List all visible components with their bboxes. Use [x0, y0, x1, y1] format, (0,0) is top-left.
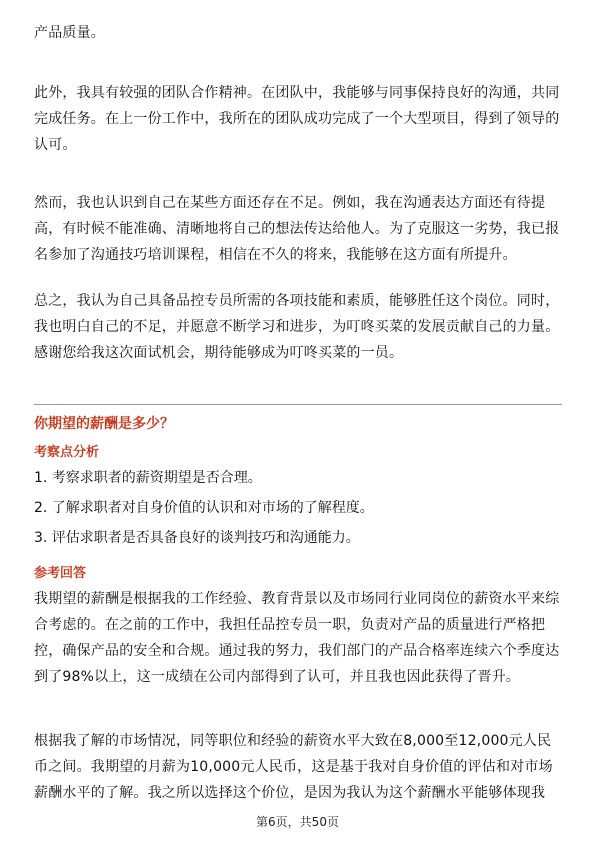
section-divider [34, 404, 562, 405]
page-number: 第6页，共50页 [256, 815, 339, 829]
paragraph-teamwork: 此外，我具有较强的团队合作精神。在团队中，我能够与同事保持良好的沟通，共同完成任务。在上一份工作中，我所在的团队成功完成了一个大型项目，得到了领导的认可。 [34, 85, 560, 153]
answer-heading: 参考回答 [34, 566, 87, 581]
analysis-item: 1. 考察求职者的薪资期望是否合理。 [34, 470, 262, 486]
paragraph-weakness: 然而，我也认识到自己在某些方面还存在不足。例如，我在沟通表达方面还有待提高，有时候不能准确、清晰地将自己的想法传达给他人。为了克服这一劣势，我已报名参加了沟通技巧培训课程，相信在不久的将来，我能够在这方面有所提升。 [34, 195, 560, 263]
paragraph-product-quality: 产品质量。 [34, 25, 105, 41]
answer-paragraph-2: 根据我了解的市场情况，同等职位和经验的薪资水平大致在8,000至12,000元人民币之间。我期望的月薪为10,000元人民币，这是基于我对自身价值的评估和对市场薪酬水平的了解。我之所以选择这个价位，是因为我认为这个薪酬水平能够体现我 [34, 733, 553, 801]
paragraph-conclusion: 总之，我认为自己具备品控专员所需的各项技能和素质，能够胜任这个岗位。同时，我也明白自己的不足，并愿意不断学习和进步，为叮咚买菜的发展贡献自己的力量。感谢您给我这次面试机会，期待能够成为叮咚买菜的一员。 [34, 293, 560, 361]
analysis-heading: 考察点分析 [34, 445, 100, 460]
question-title: 你期望的薪酬是多少？ [34, 416, 174, 432]
analysis-item: 2. 了解求职者对自身价值的认识和对市场的了解程度。 [34, 500, 374, 516]
answer-paragraph-1: 我期望的薪酬是根据我的工作经验、教育背景以及市场同行业同岗位的薪资水平来综合考虑的。在之前的工作中，我担任品控专员一职，负责对产品的质量进行严格把控，确保产品的安全和合规。通过我的努力，我们部门的产品合格率连续六个季度达到了98%以上，这一成绩在公司内部得到了认可，并且我也因此获得了晋升。 [34, 591, 560, 685]
analysis-item: 3. 评估求职者是否具备良好的谈判技巧和沟通能力。 [34, 530, 360, 546]
